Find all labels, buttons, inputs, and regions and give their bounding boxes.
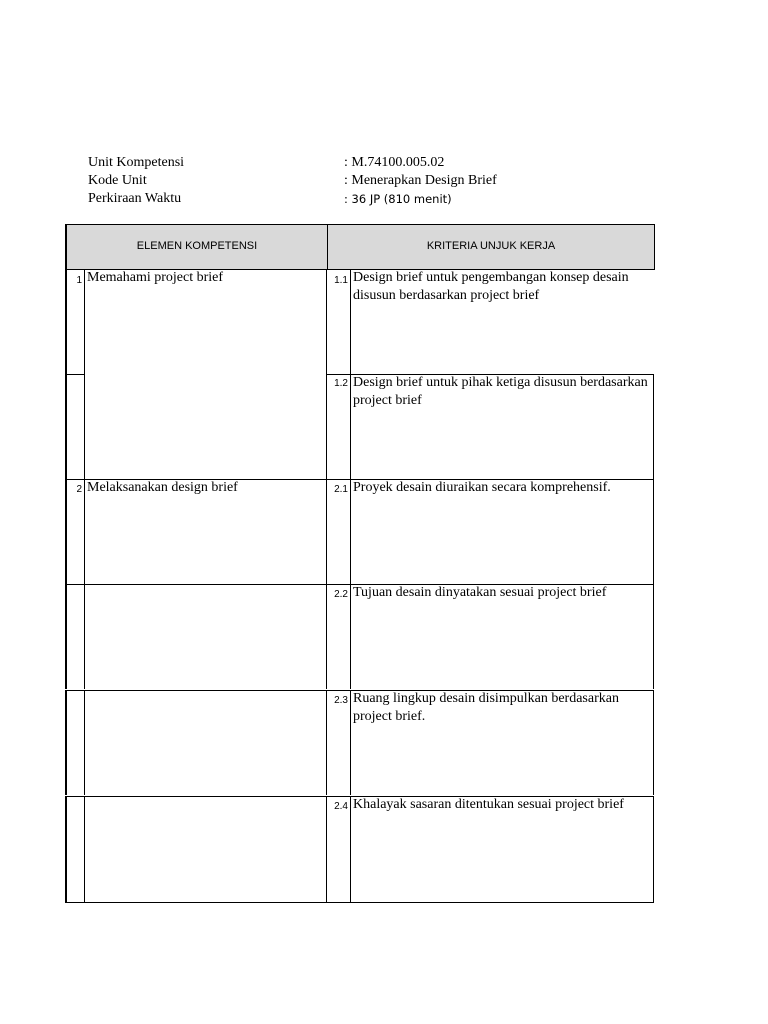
cell-border <box>653 796 654 903</box>
cell-border <box>350 479 351 584</box>
meta-value: : 36 JP (810 menit) <box>344 192 452 206</box>
table-row <box>65 690 654 795</box>
cell-border <box>65 374 67 479</box>
cell-border <box>350 690 351 795</box>
kuk-number: 2.3 <box>334 695 348 706</box>
cell-border <box>84 584 85 689</box>
cell-border <box>84 796 85 903</box>
cell-border <box>84 269 85 374</box>
cell-border <box>350 584 351 689</box>
table-header <box>65 224 655 270</box>
table-row <box>65 796 654 903</box>
criteria-text: Design brief untuk pihak ketiga disusun berdasarkan project brief <box>353 375 648 408</box>
element-text: Melaksanakan design brief <box>87 480 238 495</box>
cell-border <box>653 374 654 479</box>
cell-border <box>65 902 654 903</box>
cell-border <box>326 690 327 795</box>
cell-border <box>326 584 327 689</box>
kuk-number: 2.2 <box>334 589 348 600</box>
meta-value: : Menerapkan Design Brief <box>344 173 497 188</box>
header-elemen-kompetensi: ELEMEN KOMPETENSI <box>136 240 258 252</box>
header-kriteria-unjuk-kerja: KRITERIA UNJUK KERJA <box>426 240 556 252</box>
element-number: 1 <box>76 275 82 286</box>
criteria-text: Tujuan desain dinyatakan sesuai project brief <box>353 585 607 600</box>
cell-border <box>350 796 351 903</box>
cell-border <box>65 584 67 689</box>
element-number: 2 <box>76 484 82 495</box>
meta-row-unit-kompetensi <box>88 154 708 172</box>
cell-border <box>326 479 327 584</box>
cell-border <box>653 690 654 795</box>
kuk-number: 1.1 <box>334 275 348 286</box>
unit-info <box>88 154 708 208</box>
meta-label: Perkiraan Waktu <box>88 191 182 206</box>
table-row <box>65 374 654 479</box>
cell-border <box>65 269 67 374</box>
cell-border <box>65 479 67 584</box>
cell-border <box>84 479 85 584</box>
criteria-text: Proyek desain diuraikan secara komprehensif. <box>353 480 611 495</box>
table-row <box>65 269 654 374</box>
table-row <box>65 479 654 584</box>
kuk-number: 1.2 <box>334 378 348 389</box>
criteria-text: Ruang lingkup desain disimpulkan berdasarkan project brief. <box>353 691 619 724</box>
cell-border <box>65 796 67 903</box>
cell-border <box>326 269 327 374</box>
criteria-text: Khalayak sasaran ditentukan sesuai project brief <box>353 797 624 812</box>
meta-label: Kode Unit <box>88 173 147 188</box>
element-text: Memahami project brief <box>87 270 224 285</box>
competency-table <box>65 224 654 903</box>
kuk-number: 2.4 <box>334 801 348 812</box>
meta-row-kode-unit <box>88 172 708 190</box>
meta-label: Unit Kompetensi <box>88 155 185 170</box>
cell-border <box>653 479 654 584</box>
cell-border <box>84 690 85 795</box>
cell-border <box>326 374 351 375</box>
criteria-text: Design brief untuk pengembangan konsep desain disusun berdasarkan project brief <box>353 270 629 303</box>
cell-border <box>326 374 327 479</box>
table-row <box>65 584 654 689</box>
cell-border <box>326 796 327 903</box>
cell-border <box>65 690 67 795</box>
meta-value: : M.74100.005.02 <box>344 155 445 170</box>
cell-border <box>84 374 85 479</box>
cell-border <box>350 374 351 479</box>
meta-row-perkiraan-waktu <box>88 190 708 208</box>
cell-border <box>653 584 654 689</box>
cell-border <box>350 269 351 374</box>
cell-border <box>65 374 85 375</box>
kuk-number: 2.1 <box>334 484 348 495</box>
